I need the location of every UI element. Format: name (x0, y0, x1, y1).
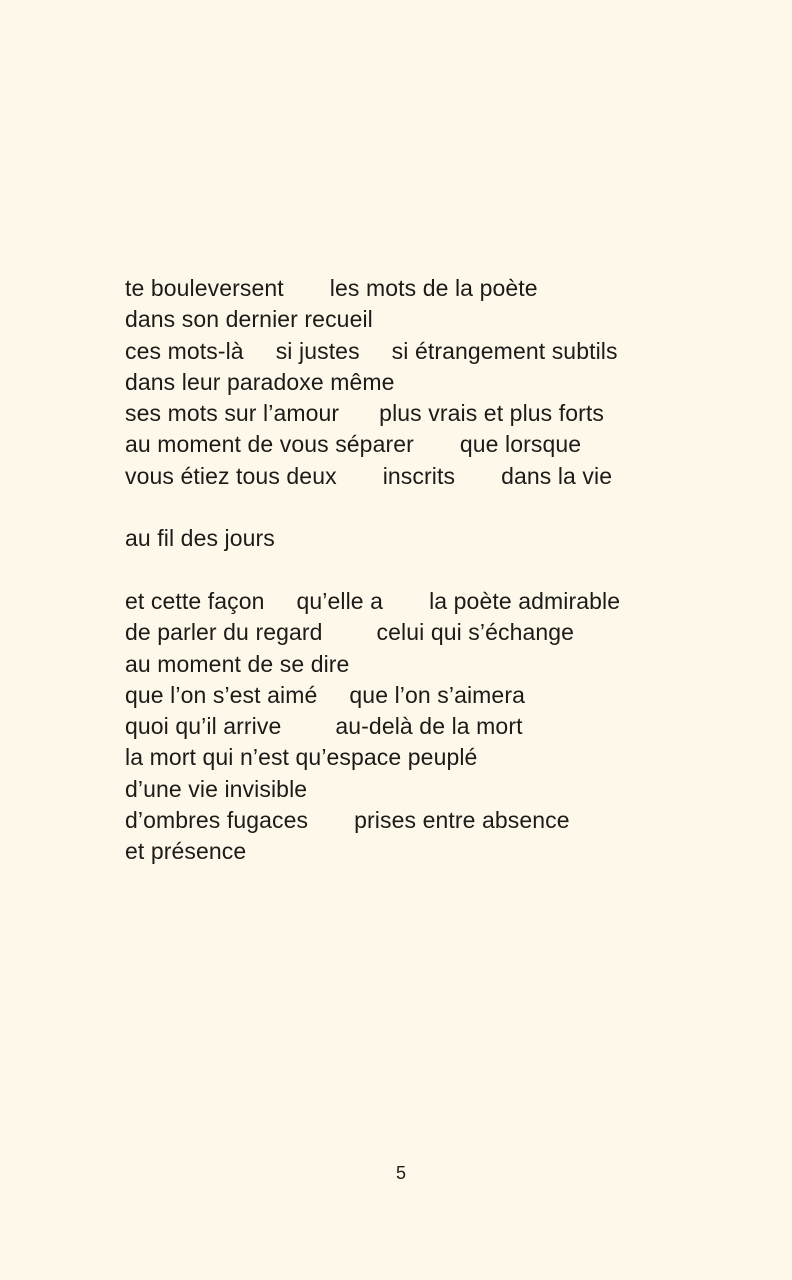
line-segment: d’ombres fugaces (125, 807, 309, 834)
line-segment: si étrangement subtils (391, 337, 618, 364)
line-segment: ces mots-là (125, 337, 244, 364)
line-segment: que lorsque (459, 431, 582, 458)
line-segment: dans la vie (501, 462, 613, 489)
poem-line (125, 273, 725, 304)
line-segment: te bouleversent (125, 275, 284, 301)
page-number: 5 (395, 1163, 406, 1183)
line-segment: de parler du regard (125, 619, 323, 646)
line-segment: la poète admirable (429, 587, 621, 614)
poem-body (125, 273, 725, 868)
line-segment: que l’on s’aimera (349, 681, 525, 708)
line-segment: dans son dernier recueil (125, 306, 373, 333)
poem-line (125, 367, 725, 398)
line-segment: les mots de la poète (329, 275, 538, 301)
poem-line (125, 680, 725, 711)
poem-line (125, 836, 725, 867)
stanza-1 (125, 273, 725, 492)
poem-line (125, 649, 725, 680)
poem-line (125, 523, 725, 554)
line-segment: inscrits (382, 462, 456, 489)
stanza-2 (125, 523, 725, 554)
poem-line (125, 461, 725, 492)
line-segment: prises entre absence (354, 807, 570, 834)
line-segment: plus vrais et plus forts (379, 400, 604, 427)
poem-line (125, 617, 725, 648)
poem-line (125, 805, 725, 836)
poem-line (125, 586, 725, 617)
line-segment: celui qui s’échange (376, 619, 575, 646)
poem-line (125, 304, 725, 335)
line-segment: la mort qui n’est qu’espace peuplé (125, 744, 478, 771)
line-segment: vous étiez tous deux (125, 462, 337, 489)
line-segment: qu’elle a (296, 587, 384, 614)
line-segment: d’une vie invisible (125, 775, 308, 802)
poem-line (125, 336, 725, 367)
stanza-3 (125, 586, 725, 868)
line-segment: et présence (125, 838, 247, 865)
line-segment: au fil des jours (125, 525, 275, 552)
line-segment: et cette façon (125, 587, 265, 614)
line-segment: au-delà de la mort (335, 713, 523, 740)
line-segment: au moment de vous séparer (125, 431, 414, 458)
poem-line (125, 774, 725, 805)
poem-line (125, 429, 725, 460)
line-segment: quoi qu’il arrive (125, 713, 282, 740)
poem-line (125, 711, 725, 742)
line-segment: que l’on s’est aimé (125, 681, 318, 708)
line-segment: au moment de se dire (125, 650, 350, 677)
line-segment: si justes (275, 337, 360, 364)
poem-line (125, 398, 725, 429)
line-segment: ses mots sur l’amour (125, 400, 340, 427)
poem-line (125, 742, 725, 773)
line-segment: dans leur paradoxe même (125, 368, 395, 395)
